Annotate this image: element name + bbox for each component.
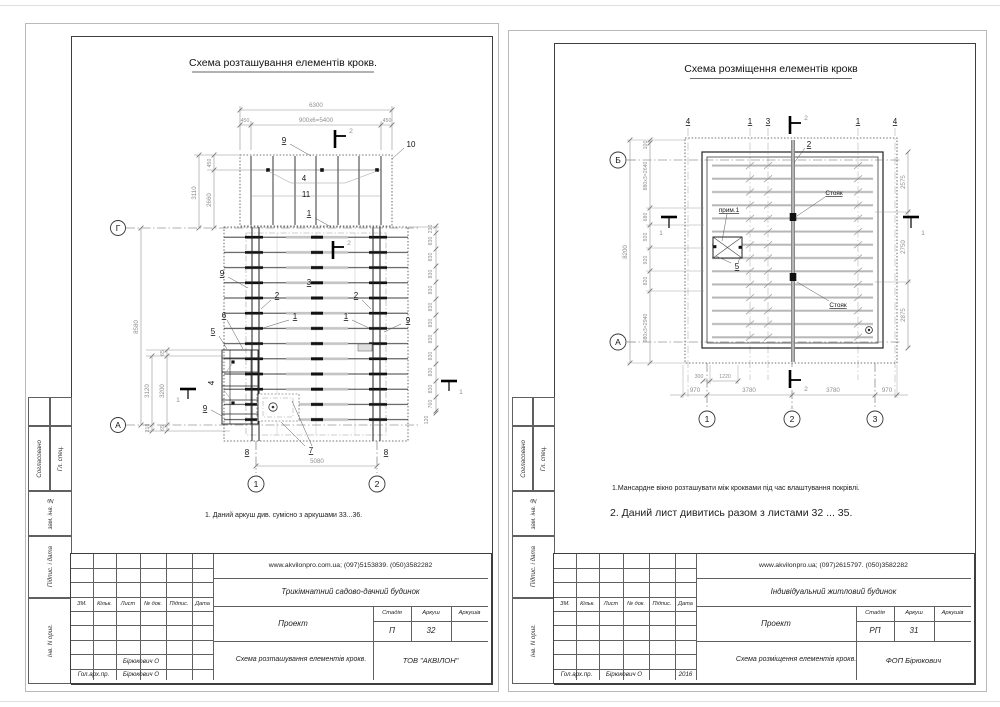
label-9-porch: 9 — [202, 404, 208, 413]
tb-col-data: Дата — [195, 600, 210, 607]
dim-450-r: 450 — [382, 118, 392, 124]
axis-b: Б — [615, 155, 621, 165]
dim-450-u: 450 — [207, 158, 213, 168]
tb-col-pidpys: Підпис. — [652, 600, 672, 607]
label-9-wall-left: 9 — [219, 269, 225, 278]
dim-3200: 3200 — [159, 384, 166, 398]
ridge-post-top — [790, 213, 797, 221]
plan-left — [70, 35, 490, 553]
axis-a: А — [615, 337, 621, 347]
dim-880x3: 880х3=2640 — [643, 161, 649, 191]
grid-mark-4l: 4 — [685, 117, 691, 126]
margin-box-empty — [512, 397, 534, 427]
axis-3: 3 — [872, 414, 878, 424]
tb-col-zm: ЗМ. — [77, 600, 87, 607]
label-6: 6 — [221, 311, 227, 320]
dim-3120: 3120 — [144, 384, 151, 398]
dim-r120: 120 — [424, 415, 430, 425]
page-edge-bottom — [0, 701, 1000, 702]
dim-2575: 2575 — [900, 175, 907, 189]
note-right-1: 1.Мансардне вікно розташувати між кроквами під час влаштування покрівлі. — [612, 485, 860, 492]
dim-r830: 830 — [428, 252, 434, 262]
drawing-title-left: Схема розташування елементів крокв. — [189, 57, 377, 69]
margin-chief-label: Гл. спец. — [57, 445, 64, 472]
tb-sheet-number: 32 — [426, 626, 436, 636]
tb-sheets-header: Аркушів — [458, 610, 481, 617]
label-2-left: 2 — [274, 291, 280, 300]
section-mark-2-bottom — [790, 370, 808, 393]
dim-100: 100 — [643, 140, 649, 150]
ridge-post-bottom — [790, 273, 797, 281]
axis-2: 2 — [789, 414, 795, 424]
dim-65a: 65 — [160, 350, 166, 356]
dim-5080: 5080 — [310, 458, 324, 465]
margin-agreed — [512, 425, 534, 492]
tb-stage-header: Стадія — [865, 610, 885, 617]
section-2-label: 2 — [349, 128, 353, 135]
dim-r830: 830 — [428, 351, 434, 361]
tb-stage-header: Стадія — [382, 610, 402, 617]
tb-object: Індивідуальний житловий будинок — [770, 587, 897, 597]
margin-sign-date — [512, 535, 555, 599]
margin-sign-date-label: Підпис. і дата — [530, 546, 537, 588]
tb-col-ndok: № док. — [143, 600, 162, 607]
tb-sign2: Бірюкович О — [122, 657, 160, 665]
axis-a: А — [115, 420, 121, 430]
margin-chief-label: Гл. спец. — [540, 445, 547, 472]
margin-sign-date — [28, 535, 72, 599]
label-9-dormer: 9 — [281, 136, 287, 145]
margin-agreed-label: Согласовано — [519, 439, 527, 478]
titleblock-right — [553, 553, 975, 684]
margin-inv-orig — [512, 597, 555, 684]
section-1-label: 1 — [921, 230, 925, 237]
axis-1: 1 — [253, 479, 259, 489]
dim-r830: 830 — [428, 236, 434, 246]
margin-sign-date-label: Підпис. і дата — [46, 546, 54, 588]
note-left: 1. Даний аркуш див. сумісно з аркушами 33...36. — [205, 512, 363, 519]
dim-980x3: 980х3=2940 — [643, 313, 649, 343]
mansard-window — [713, 237, 742, 258]
margin-chief — [532, 425, 555, 492]
margin-agreed-label: Согласовано — [36, 439, 43, 478]
margin-box-empty — [28, 397, 51, 427]
tb-col-list: Лист — [120, 600, 136, 607]
margin-box-empty — [532, 397, 555, 427]
label-1-left: 1 — [292, 312, 298, 321]
dim-r830: 830 — [428, 367, 434, 377]
tb-col-kilk: Кільк. — [580, 600, 595, 607]
dim-8200: 8200 — [622, 245, 629, 259]
margin-inv-sub — [28, 490, 72, 537]
section-2-label: 2 — [347, 240, 351, 247]
tb-col-ndok: № док. — [626, 600, 645, 607]
section-1-label: 1 — [659, 230, 663, 237]
dim-450-l: 450 — [240, 118, 250, 124]
tb-drawing-name: Схема розташування елементів крокв. — [235, 656, 367, 664]
label-5: 5 — [210, 327, 216, 336]
tb-role: Гол.арх.пр. — [77, 671, 110, 679]
drawing-title-right: Схема розміщення елементів крокв — [684, 63, 858, 75]
label-1-right: 1 — [343, 312, 349, 321]
main-block — [221, 227, 408, 441]
section-mark-1-right — [903, 217, 925, 237]
label-9-wall-right: 9 — [405, 316, 411, 325]
tb-website: www.akvilonpro.com.ua; (097)5153839. (050)3582282 — [268, 561, 433, 569]
label-2-right: 2 — [353, 291, 359, 300]
grid-mark-3: 3 — [765, 117, 771, 126]
margin-agreed — [28, 425, 51, 492]
margin-inv-sub-label: зам. інв. № — [530, 497, 537, 530]
label-4: 4 — [301, 174, 307, 183]
label-8-left: 8 — [244, 448, 250, 457]
tb-col-zm: ЗМ. — [560, 600, 570, 607]
dim-r830: 830 — [428, 285, 434, 295]
plan-right — [553, 42, 973, 553]
section-1-label: 1 — [176, 397, 180, 404]
axis-g: Г — [115, 223, 121, 233]
grid-mark-1r: 1 — [855, 117, 861, 126]
dims-left-chains — [627, 138, 704, 366]
dim-210: 210 — [145, 423, 151, 433]
margin-chief — [49, 425, 72, 492]
section-2-label: 2 — [804, 386, 808, 393]
tb-sheet-header: Аркуш — [422, 610, 440, 617]
dim-r830: 830 — [428, 269, 434, 279]
section-1-label: 1 — [459, 389, 463, 396]
dim-r230: 230 — [428, 224, 434, 234]
roof-plan — [685, 138, 897, 363]
dim-3780r: 3780 — [826, 387, 840, 394]
tb-year: 2016 — [678, 671, 693, 679]
dim-970r: 970 — [881, 387, 893, 394]
tb-sheets-header: Аркушів — [941, 610, 964, 617]
section-mark-2-top — [790, 115, 808, 134]
dim-6300: 6300 — [309, 102, 323, 109]
grid-mark-1l: 1 — [747, 117, 753, 126]
margin-inv-sub — [512, 490, 555, 537]
section-mark-2-top — [335, 128, 353, 148]
dim-920a: 920 — [643, 232, 649, 242]
dims-top — [238, 106, 395, 150]
axis-2: 2 — [374, 479, 380, 489]
dims-right-side — [405, 224, 439, 416]
tb-col-list: Лист — [603, 600, 619, 607]
tb-object: Трикімнатний садово-дачний будинок — [281, 587, 420, 597]
tb-role: Гол.арх.пр. — [560, 671, 593, 679]
tb-sheet-number: 31 — [909, 626, 919, 636]
label-stoyak-bottom: Стояк — [829, 302, 847, 309]
dormer-block — [240, 155, 392, 226]
grid-mark-4r: 4 — [892, 117, 898, 126]
tb-stage-value: П — [389, 626, 395, 636]
tb-col-data: Дата — [678, 600, 693, 607]
dim-920b: 920 — [643, 255, 649, 265]
dim-3110: 3110 — [191, 186, 198, 200]
dim-8580: 8580 — [133, 320, 140, 334]
label-11: 11 — [301, 190, 311, 199]
label-2-ridge: 2 — [806, 140, 812, 149]
dim-820: 820 — [643, 276, 649, 286]
dim-970l: 970 — [689, 387, 701, 394]
tb-col-kilk: Кільк. — [97, 600, 112, 607]
margin-inv-sub-label: зам. інв. № — [46, 497, 54, 530]
note-right-2: 2. Даний лист дивитись разом з листами 32 ... 35. — [610, 507, 853, 519]
label-stoyak-top: Стояк — [825, 190, 843, 197]
tb-organization: ФОП Бірюкович — [885, 656, 942, 665]
margin-inv-orig — [28, 597, 72, 684]
section-mark-1-left — [176, 389, 196, 404]
margin-inv-orig-label: Інв. N ориг. — [46, 623, 54, 658]
label-1-dormer: 1 — [306, 209, 312, 218]
margin-box-empty — [49, 397, 72, 427]
section-mark-1-left — [659, 217, 677, 237]
tb-stage-value: РП — [869, 626, 881, 636]
dim-r830: 830 — [428, 302, 434, 312]
axis-1: 1 — [704, 414, 710, 424]
dim-r830: 830 — [428, 334, 434, 344]
section-mark-1-right — [441, 381, 463, 396]
dim-r830: 830 — [428, 318, 434, 328]
margin-inv-orig-label: Інв. N ориг. — [530, 623, 537, 658]
dim-65b: 65 — [160, 425, 166, 431]
dim-1220: 1220 — [719, 374, 731, 380]
tb-doc-type: Проект — [761, 618, 791, 628]
dim-300: 300 — [694, 374, 704, 380]
tb-website: www.akvilonpro.ua; (097)2615797. (050)3582282 — [759, 561, 908, 569]
tb-doc-type: Проект — [278, 618, 308, 628]
label-3: 3 — [306, 278, 312, 287]
dim-2660: 2660 — [206, 193, 213, 207]
page-edge-top — [0, 5, 1000, 6]
dim-r760: 760 — [428, 399, 434, 409]
dim-900x6: 900х6=5400 — [298, 117, 334, 124]
dim-2750: 2750 — [900, 240, 907, 254]
dim-2875: 2875 — [900, 308, 907, 322]
tb-drawing-name: Схема розміщення елементів крокв. — [735, 656, 857, 664]
titleblock-left — [70, 553, 492, 684]
label-5-window: 5 — [734, 262, 740, 271]
label-8-right: 8 — [383, 448, 389, 457]
tb-sign1: Бірюкович О — [122, 671, 160, 679]
tb-sign1: Бірюкович О — [605, 671, 643, 679]
label-4-porch: 4 — [207, 380, 216, 386]
dim-r830: 830 — [428, 384, 434, 394]
dim-3780l: 3780 — [742, 387, 756, 394]
label-prim1: прим.1 — [718, 207, 740, 214]
tb-sheet-header: Аркуш — [905, 610, 923, 617]
tb-col-pidpys: Підпис. — [169, 600, 189, 607]
section-2-label: 2 — [804, 115, 808, 122]
dim-680: 680 — [643, 212, 649, 222]
tb-organization: ТОВ "АКВІЛОН" — [402, 656, 459, 665]
label-10: 10 — [406, 140, 416, 149]
label-7: 7 — [308, 446, 314, 455]
